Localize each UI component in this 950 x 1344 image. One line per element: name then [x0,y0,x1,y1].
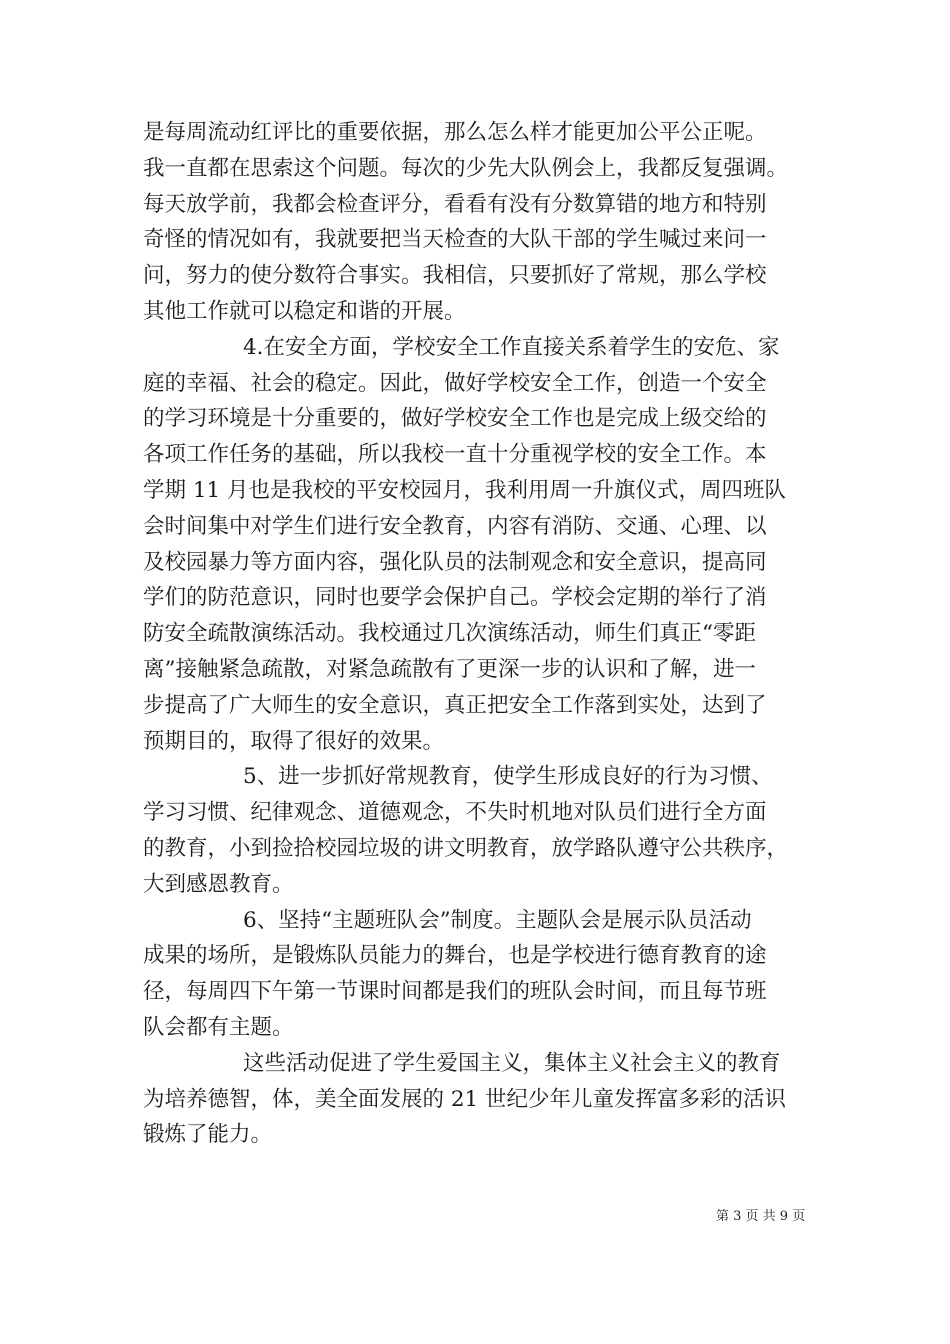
paragraph-start-line: 4.在安全方面，学校安全工作直接关系着学生的安危、家 [243,334,780,360]
text-line: 步提高了广大师生的安全意识，真正把安全工作落到实处，达到了 [143,692,767,718]
document-body [143,115,823,1153]
paragraph-start-line: 6、坚持“主题班队会”制度。主题队会是展示队员活动 [243,907,752,933]
text-line: 防安全疏散演练活动。我校通过几次演练活动，师生们真正“零距 [143,621,756,647]
text-line: 的学习环境是十分重要的，做好学校安全工作也是完成上级交给的 [143,406,767,432]
text-line: 是每周流动红评比的重要依据，那么怎么样才能更加公平公正呢。 [143,120,767,145]
text-line: 的教育，小到捡拾校园垃圾的讲文明教育，放学路队遵守公共秩序， [143,835,789,861]
text-line: 庭的幸福、社会的稳定。因此，做好学校安全工作，创造一个安全 [143,370,767,396]
text-line: 成果的场所，是锻炼队员能力的舞台，也是学校进行德育教育的途 [143,943,767,969]
page-number-footer: 第 3 页 共 9 页 [716,1209,806,1224]
text-line: 及校园暴力等方面内容，强化队员的法制观念和安全意识，提高同 [143,549,767,575]
text-line: 为培养德智，体，美全面发展的 21 世纪少年儿童发挥富多彩的活识 [143,1086,787,1112]
text-line: 学习习惯、纪律观念、道德观念，不失时机地对队员们进行全方面 [143,800,767,826]
text-line: 离”接触紧急疏散，对紧急疏散有了更深一步的认识和了解，进一 [143,656,756,682]
text-line: 学们的防范意识，同时也要学会保护自己。学校会定期的举行了消 [143,585,767,611]
text-line: 学期 11 月也是我校的平安校园月，我利用周一升旗仪式，周四班队 [143,477,787,503]
text-line: 问，努力的使分数符合事实。我相信，只要抓好了常规，那么学校 [143,263,767,289]
paragraph-start-line: 5、进一步抓好常规教育，使学生形成良好的行为习惯、 [243,764,773,790]
text-line: 径，每周四下午第一节课时间都是我们的班队会时间，而且每节班 [143,979,767,1005]
text-line: 会时间集中对学生们进行安全教育，内容有消防、交通、心理、以 [143,513,767,539]
text-line: 队会都有主题。 [143,1014,294,1040]
text-line: 预期目的，取得了很好的效果。 [143,728,445,754]
text-line: 大到感恩教育。 [143,871,294,897]
text-line: 锻炼了能力。 [143,1122,273,1148]
text-line: 其他工作就可以稳定和谐的开展。 [143,298,466,324]
text-line: 我一直都在思索这个问题。每次的少先大队例会上，我都反复强调。 [143,155,789,181]
text-line: 每天放学前，我都会检查评分，看看有没有分数算错的地方和特别 [143,191,767,217]
text-line: 奇怪的情况如有，我就要把当天检查的大队干部的学生喊过来问一 [143,227,767,253]
text-line: 各项工作任务的基础，所以我校一直十分重视学校的安全工作。本 [143,442,767,468]
paragraph-start-line: 这些活动促进了学生爱国主义，集体主义社会主义的教育 [243,1050,781,1076]
